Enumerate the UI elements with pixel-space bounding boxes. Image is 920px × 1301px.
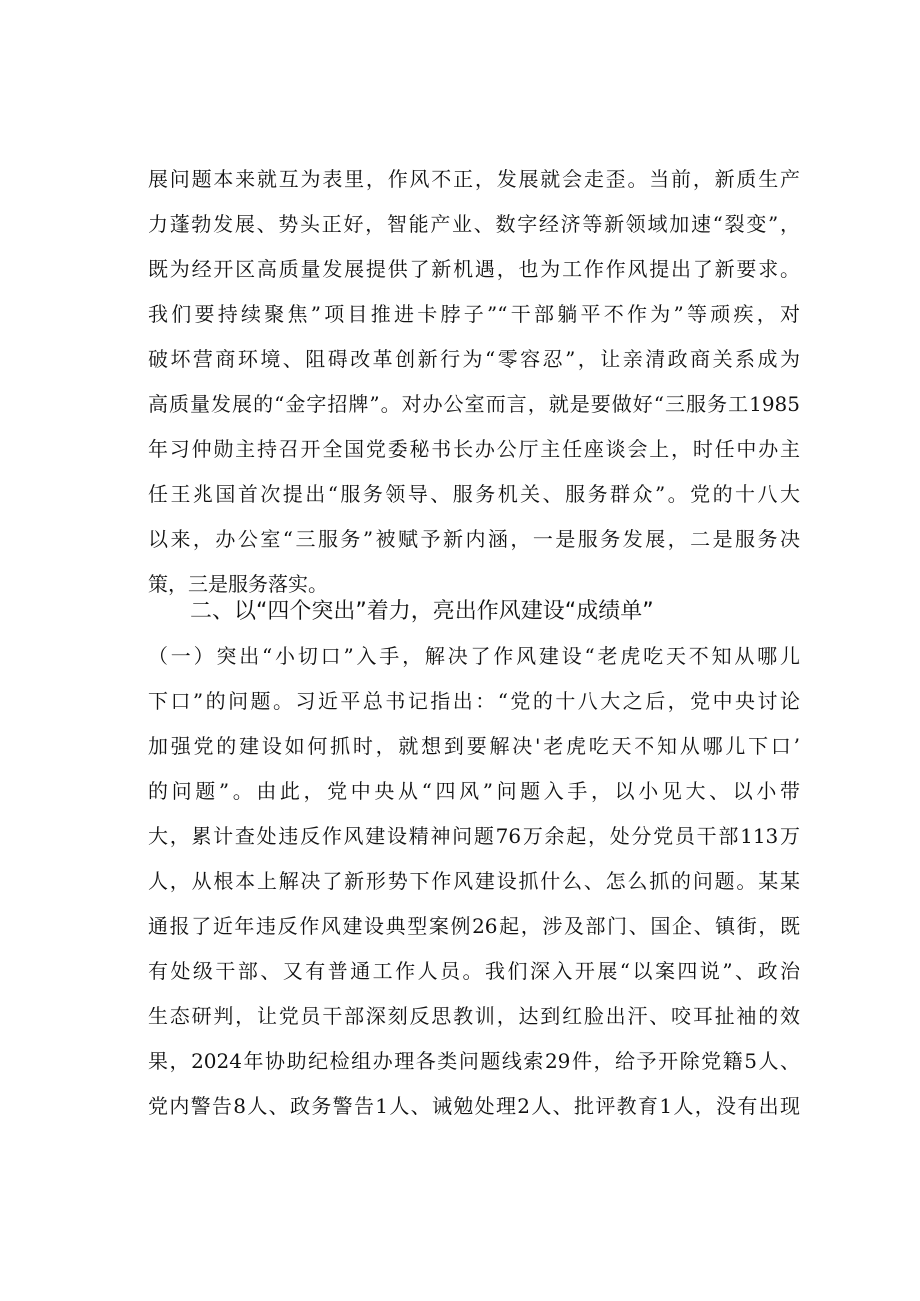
paragraph-line: 年习仲勋主持召开全国党委秘书长办公厅主任座谈会上，时任中办主 — [148, 437, 800, 461]
paragraph-line: 既为经开区高质量发展提供了新机遇，也为工作作风提出了新要求。 — [148, 257, 800, 281]
paragraph-line: 人，从根本上解决了新形势下作风建设抓什么、怎么抓的问题。某某 — [148, 869, 800, 893]
paragraph-line: 任王兆国首次提出“服务领导、服务机关、服务群众”。党的十八大 — [148, 482, 800, 506]
section-heading: 二、以“四个突出”着力，亮出作风建设“成绩单” — [190, 599, 654, 624]
paragraph-line: 我们要持续聚焦”项目推进卡脖子”“干部躺平不作为”等顽疾，对 — [148, 302, 800, 326]
paragraph-line: 高质量发展的“金字招牌”。对办公室而言，就是要做好“三服务工1985 — [148, 392, 800, 416]
paragraph-line: 果，2024年协助纪检组办理各类问题线索29件，给予开除党籍5人、 — [148, 1049, 800, 1073]
paragraph-line: 通报了近年违反作风建设典型案例26起，涉及部门、国企、镇街，既 — [148, 914, 800, 938]
paragraph-line: 策，三是服务落实。 — [148, 572, 328, 596]
paragraph-line: 以来，办公室“三服务”被赋予新内涵，一是服务发展，二是服务决 — [148, 527, 800, 551]
paragraph-line: （一）突出“小切口”入手，解决了作风建设“老虎吃天不知从哪儿 — [148, 644, 800, 668]
paragraph-line: 加强党的建设如何抓时，就想到要解决'老虎吃天不知从哪儿下口’ — [148, 734, 800, 758]
paragraph-line: 下口”的问题。习近平总书记指出：“党的十八大之后，党中央讨论 — [148, 689, 800, 713]
paragraph-line: 党内警告8人、政务警告1人、诫勉处理2人、批评教育1人，没有出现 — [148, 1094, 800, 1118]
paragraph-line: 有处级干部、又有普通工作人员。我们深入开展“以案四说”、政治 — [148, 959, 800, 983]
paragraph-line: 力蓬勃发展、势头正好，智能产业、数字经济等新领域加速“裂变”， — [148, 212, 800, 236]
paragraph-line: 大，累计查处违反作风建设精神问题76万余起，处分党员干部113万 — [148, 824, 800, 848]
paragraph-line: 破坏营商环境、阻碍改革创新行为“零容忍”，让亲清政商关系成为 — [148, 347, 800, 371]
paragraph-line: 展问题本来就互为表里，作风不正，发展就会走歪。当前，新质生产 — [148, 167, 800, 191]
paragraph-line: 的问题”。由此，党中央从“四风”问题入手，以小见大、以小带 — [148, 779, 800, 803]
paragraph-line: 生态研判，让党员干部深刻反思教训，达到红脸出汗、咬耳扯袖的效 — [148, 1004, 800, 1028]
